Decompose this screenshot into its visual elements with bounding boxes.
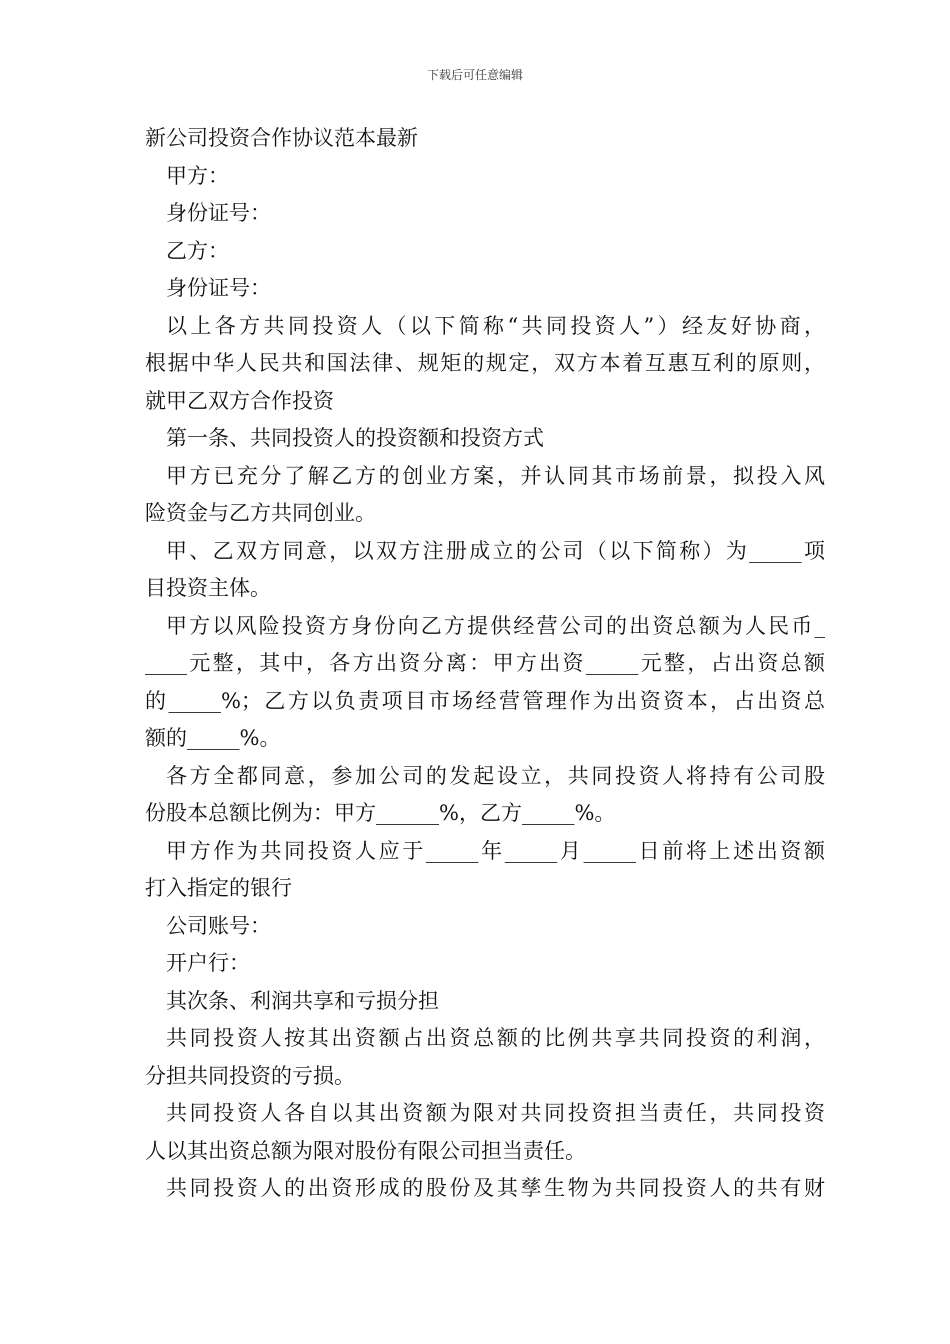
document-line: 就甲乙双方合作投资: [145, 388, 334, 413]
document-line: 根据中华人民共和国法律、规矩的规定，双方本着互惠互利的原则，: [145, 351, 825, 375]
document-line: 打入指定的银行: [145, 876, 292, 900]
document-title: 新公司投资合作协议范本最新: [145, 126, 418, 150]
document-line: 乙方：: [166, 238, 229, 263]
document-line: 甲方已充分了解乙方的创业方案，并认同其市场前景，拟投入风: [166, 463, 825, 488]
document-line: 各方全都同意，参加公司的发起设立，共同投资人将持有公司股: [166, 763, 825, 788]
document-line: 人以其出资总额为限对股份有限公司担当责任。: [145, 1138, 586, 1163]
document-line: 身份证号：: [166, 276, 271, 300]
document-body: [145, 120, 825, 1208]
document-line: 共同投资人按其出资额占出资总额的比例共享共同投资的利润，: [166, 1026, 825, 1050]
header-note: 下载后可任意编辑: [426, 68, 523, 82]
document-line: 共同投资人的出资形成的股份及其孳生物为共同投资人的共有财: [166, 1176, 825, 1200]
document-line: 分担共同投资的亏损。: [145, 1063, 355, 1088]
document-line: 目投资主体。: [145, 576, 271, 600]
document-line: 身份证号：: [166, 201, 271, 225]
document-line: 其次条、利润共享和亏损分担: [166, 988, 439, 1013]
document-line: 第一条、共同投资人的投资额和投资方式: [166, 426, 544, 450]
document-line: 甲方作为共同投资人应于_____年_____月_____日前将上述出资额: [166, 838, 825, 863]
document-line: 险资金与乙方共同创业。: [145, 501, 376, 525]
document-line: 以上各方共同投资人（以下简称“共同投资人”）经友好协商，: [166, 313, 825, 338]
document-line: 甲方以风险投资方身份向乙方提供经营公司的出资总额为人民币_: [166, 613, 825, 638]
document-line: 公司账号：: [166, 913, 271, 938]
document-line: 份股本总额比例为：甲方______%，乙方_____%。: [145, 801, 616, 825]
document-line: ____元整，其中，各方出资分离：甲方出资_____元整，占出资总额: [145, 651, 825, 675]
document-line: 的_____%；乙方以负责项目市场经营管理作为出资资本，占出资总: [145, 688, 825, 713]
document-line: 甲、乙双方同意，以双方注册成立的公司（以下简称）为_____项: [166, 538, 825, 563]
document-line: 甲方：: [166, 163, 229, 188]
document-line: 开户行：: [166, 951, 250, 975]
document-line: 额的_____%。: [145, 726, 281, 750]
document-line: 共同投资人各自以其出资额为限对共同投资担当责任，共同投资: [166, 1101, 825, 1125]
